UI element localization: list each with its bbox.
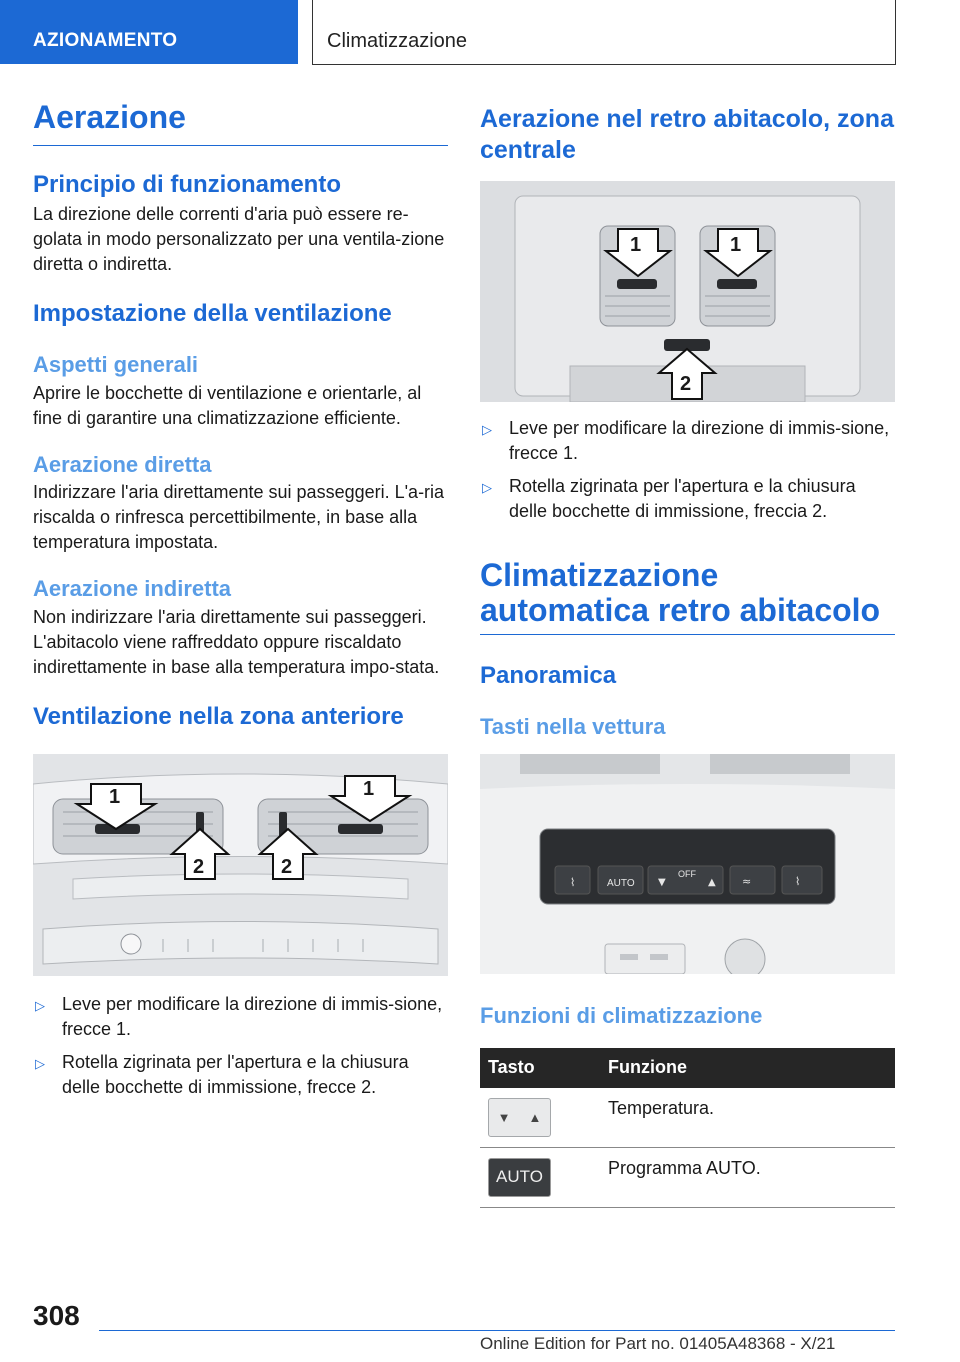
front-callout-1b: 1 [363,777,375,800]
triangle-bullet-icon: ▷ [482,479,492,495]
list-item: ▷ Leve per modificare la direzione di immis-sione, frecce 1. [35,993,443,1039]
auto-climate-title: Climatizzazione automatica retro abitacolo [480,558,895,635]
rear-center-vents-illustration [480,181,895,402]
section-tab: AZIONAMENTO [0,0,298,64]
overview-heading: Panoramica [480,661,617,689]
front-vents-illustration [33,754,448,976]
rear-callout-2: 2 [680,372,692,395]
front-vents-figure [33,754,448,976]
chapter-title: Climatizzazione [312,0,896,65]
page-title: Aerazione [33,100,448,146]
function-cell: Temperatura. [600,1088,895,1148]
general-heading: Aspetti generali [33,352,199,378]
list-item: ▷ Leve per modificare la direzione di immis-sione, frecce 1. [482,417,890,463]
front-callout-2b: 2 [281,855,293,878]
principle-heading: Principio di funzionamento [33,171,341,199]
direct-heading: Aerazione diretta [33,451,212,477]
svg-text:⌇: ⌇ [570,876,576,890]
page-number: 308 [33,1300,80,1331]
rear-callout-1a: 1 [630,233,642,256]
footer-edition: Online Edition for Part no. 01405A48368 - X/21 [480,1334,836,1353]
triangle-bullet-icon: ▷ [35,1055,45,1071]
principle-text: La direzione delle correnti d'aria può essere re-golata in modo personalizzato per una ventila-zione diretta o indiretta. [33,204,445,275]
functions-heading: Funzioni di climatizzazione [480,1003,763,1029]
list-item: ▷ Rotella zigrinata per l'apertura e la chiusura delle bocchette di immissione, freccia 2. [482,475,856,521]
rear-callout-1b: 1 [730,233,742,256]
svg-text:▲: ▲ [708,877,716,889]
list-item: ▷ Rotella zigrinata per l'apertura e la chiusura delle bocchette di immissione, frecce 2. [35,1051,409,1097]
col-key-header: Tasto [480,1048,600,1088]
buttons-heading: Tasti nella vettura [480,713,666,739]
temperature-arrows-icon: ▼ ▲ [488,1098,551,1137]
rear-center-vents-figure [480,181,895,402]
table-row [480,1088,895,1148]
panel-auto-label: AUTO [607,878,635,890]
rear-panel-illustration [480,754,895,974]
footer-divider [99,1330,895,1331]
direct-text: Indirizzare l'aria direttamente sui passeggeri. L'a-ria riscalda o rinfresca percettibilmente, in base alla temperatura impostata. [33,482,445,553]
rear-center-heading: Aerazione nel retro abitacolo, zona centrale [480,105,894,165]
svg-text:⌇: ⌇ [795,875,801,889]
triangle-bullet-icon: ▷ [482,421,492,437]
panel-off-label: OFF [678,869,696,880]
triangle-bullet-icon: ▷ [35,997,45,1013]
rear-bullet-list [480,416,895,524]
key-cell [480,1147,600,1207]
front-callout-1a: 1 [109,785,121,808]
key-cell [480,1088,600,1148]
svg-text:▼: ▼ [658,877,666,889]
col-function-header: Funzione [600,1048,895,1088]
setting-heading: Impostazione della ventilazione [33,300,392,328]
left-column [33,100,448,1108]
rear-panel-figure [480,754,895,974]
table-row [480,1147,895,1207]
indirect-heading: Aerazione indiretta [33,576,232,602]
function-cell: Programma AUTO. [600,1147,895,1207]
functions-table [480,1048,895,1208]
front-callout-2a: 2 [193,855,205,878]
front-bullet-list [33,992,448,1100]
svg-text:≈: ≈ [742,875,752,889]
general-text: Aprire le bocchette di ventilazione e orientarle, al fine di garantire una climatizzazione efficiente. [33,382,422,428]
front-heading: Ventilazione nella zona anteriore [33,702,404,730]
right-column [480,104,895,1208]
indirect-text: Non indirizzare l'aria direttamente sui passeggeri. L'abitacolo viene raffreddato oppure riscaldato indirettamente in base alla temperatura impo-stata. [33,606,440,677]
table-header-row [480,1048,895,1088]
auto-key-icon: AUTO [488,1158,551,1197]
